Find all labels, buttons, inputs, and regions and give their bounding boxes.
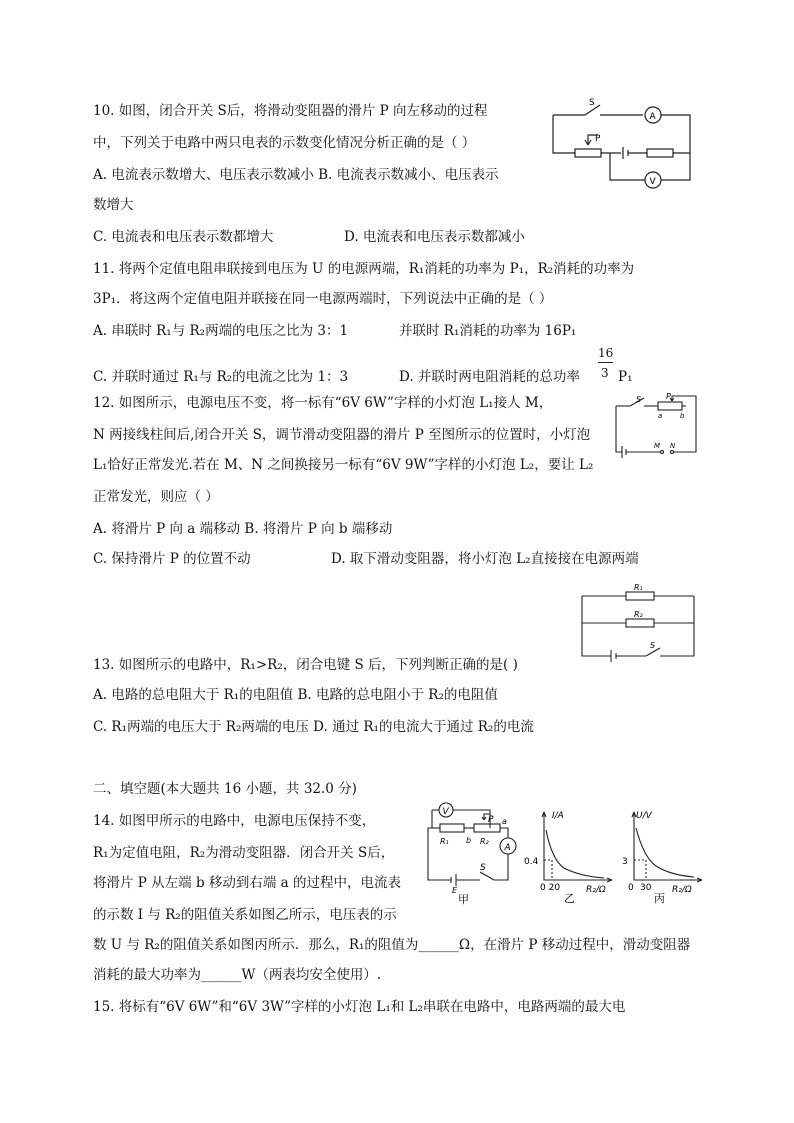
q14-fig-bing-caption: 丙 [654,892,665,904]
q14-graph-bing [614,808,706,904]
q14-fig-jia-caption: 甲 [458,893,469,905]
q11-line-1: 11. 将两个定值电阻串联接到电压为 U 的电源两端，R₁消耗的功率为 P₁，R₂消耗的功率为 [93,261,635,277]
section-2-heading: 二、填空题(本大题共 16 小题，共 32.0 分) [93,781,357,797]
q14-yi-y-tick: 0.4 [524,857,539,867]
q14-ammeter-label: A [504,843,511,853]
q14-circuit-figure-jia [418,800,524,905]
q13-option-a-b: A. 电路的总电阻大于 R₁的电阻值 B. 电路的总电阻小于 R₂的电阻值 [93,687,498,703]
q14-line-1: 14. 如图甲所示的电路中，电源电压保持不变， [93,813,376,829]
q11-option-d: D. 并联时两电阻消耗的总功率 [399,369,580,385]
q12-line-2: N 两接线柱间后,闭合开关 S，调节滑动变阻器的滑片 P 至图所示的位置时，小灯泡 [93,427,591,443]
q14-source-label: E [452,886,458,895]
q14-r1-label: R₁ [440,837,449,846]
q12-option-a-b: A. 将滑片 P 向 a 端移动 B. 将滑片 P 向 b 端移动 [93,521,393,537]
q12-terminal-m-label: M [654,442,661,450]
q12-circuit-figure [610,388,700,460]
q10-option-b-cont: 数增大 [93,197,134,213]
q14-voltmeter-label: V [442,807,449,817]
q12-line-4: 正常发光，则应（ ） [93,489,219,505]
q13-r1-label: R₁ [634,583,643,592]
q14-switch-label: S [480,863,486,873]
q14-bing-x-axis-label: R₂/Ω [672,885,692,895]
q10-voltmeter-label: V [649,177,656,187]
q10-option-c: C. 电流表和电压表示数都增大 [93,229,274,245]
q12-end-b-label: b [680,412,685,420]
q10-option-d: D. 电流表和电压表示数都减小 [344,229,525,245]
q11-line-2: 3P₁．将这两个定值电阻并联接在同一电源两端时，下列说法中正确的是（ ） [93,291,553,307]
q13-option-c-d: C. R₁两端的电压大于 R₂两端的电压 D. 通过 R₁的电流大于通过 R₂的电流 [93,719,534,735]
q14-r2-label: R₂ [480,837,489,846]
q13-circuit-figure [578,578,700,666]
q14-yi-y-axis-label: I/A [552,811,564,821]
q12-slider-label: P [666,392,671,401]
q14-end-b-label: b [466,836,472,845]
q14-fig-yi-caption: 乙 [564,892,575,904]
q12-option-d: D. 取下滑动变阻器，将小灯泡 L₂直接接在电源两端 [331,551,639,567]
q11-option-a: A. 串联时 R₁与 R₂两端的电压之比为 3：1 [93,323,349,339]
q10-slider-label: P [595,134,601,144]
q10-option-a-b: A. 电流表示数增大、电压表示数减小 B. 电流表示数减小、电压表示 [93,167,499,183]
q12-line-3: L₁恰好正常发光.若在 M、N 之间换接另一标有“6V 9W”字样的小灯泡 L₂，要让 L₂ [93,457,594,473]
q14-slider-label: P [488,815,494,825]
q14-bing-x-tick: 30 [640,883,652,893]
q13-switch-label: S [650,641,656,650]
q14-graph-yi [524,808,616,904]
q11-fraction-denominator: 3 [601,366,609,380]
q11-option-b: 并联时 R₁消耗的功率为 16P₁ [399,323,577,339]
q10-line-1: 10. 如图，闭合开关 S后，将滑动变阻器的滑片 P 向左移动的过程 [93,103,488,119]
q14-yi-x-tick: 0 20 [540,883,561,893]
q14-line-3: 将滑片 P 从左端 b 移动到右端 a 的过程中，电流表 [93,875,402,891]
q14-end-a-label: a [502,817,507,826]
q14-bing-origin: 0 [628,883,634,893]
q10-ammeter-label: A [649,112,656,122]
q15-line-1: 15. 将标有“6V 6W”和“6V 3W”字样的小灯泡 L₁和 L₂串联在电路中，电路两端的最大电 [93,999,626,1015]
q14-yi-x-axis-label: R₂/Ω [586,885,606,895]
q11-option-d-tail: P₁ [618,369,633,385]
q12-terminal-n-label: N [670,442,676,450]
q12-end-a-label: a [658,412,663,420]
q10-circuit-figure [545,95,705,190]
q10-switch-label: S [589,98,595,108]
q14-line-4: 的示数 I 与 R₂的阻值关系如图乙所示，电压表的示 [93,907,397,923]
q14-line-2: R₁为定值电阻，R₂为滑动变阻器．闭合开关 S后， [93,845,395,861]
q13-line-1: 13. 如图所示的电路中，R₁>R₂，闭合电键 S 后，下列判断正确的是( ) [93,657,518,673]
q14-bing-y-tick: 3 [622,857,628,867]
q14-line-6: 消耗的最大功率为______W（两表均安全使用）. [93,967,382,983]
q11-fraction-bar [598,362,613,363]
q14-bing-y-axis-label: U/V [636,811,652,821]
q12-switch-label: S [636,395,642,404]
q12-option-c: C. 保持滑片 P 的位置不动 [93,551,251,567]
q12-line-1: 12. 如图所示，电源电压不变，将一标有“6V 6W”字样的小灯泡 L₁接人 M， [93,395,553,411]
q14-line-5: 数 U 与 R₂的阻值关系如图丙所示．那么，R₁的阻值为______Ω，在滑片 P 移动过程中，滑动变阻器 [93,937,691,953]
q11-option-c: C. 并联时通过 R₁与 R₂的电流之比为 1：3 [93,369,349,385]
q10-line-2: 中，下列关于电路中两只电表的示数变化情况分析正确的是（ ） [93,135,476,151]
q13-r2-label: R₂ [634,610,643,619]
q11-fraction-numerator: 16 [598,346,614,360]
